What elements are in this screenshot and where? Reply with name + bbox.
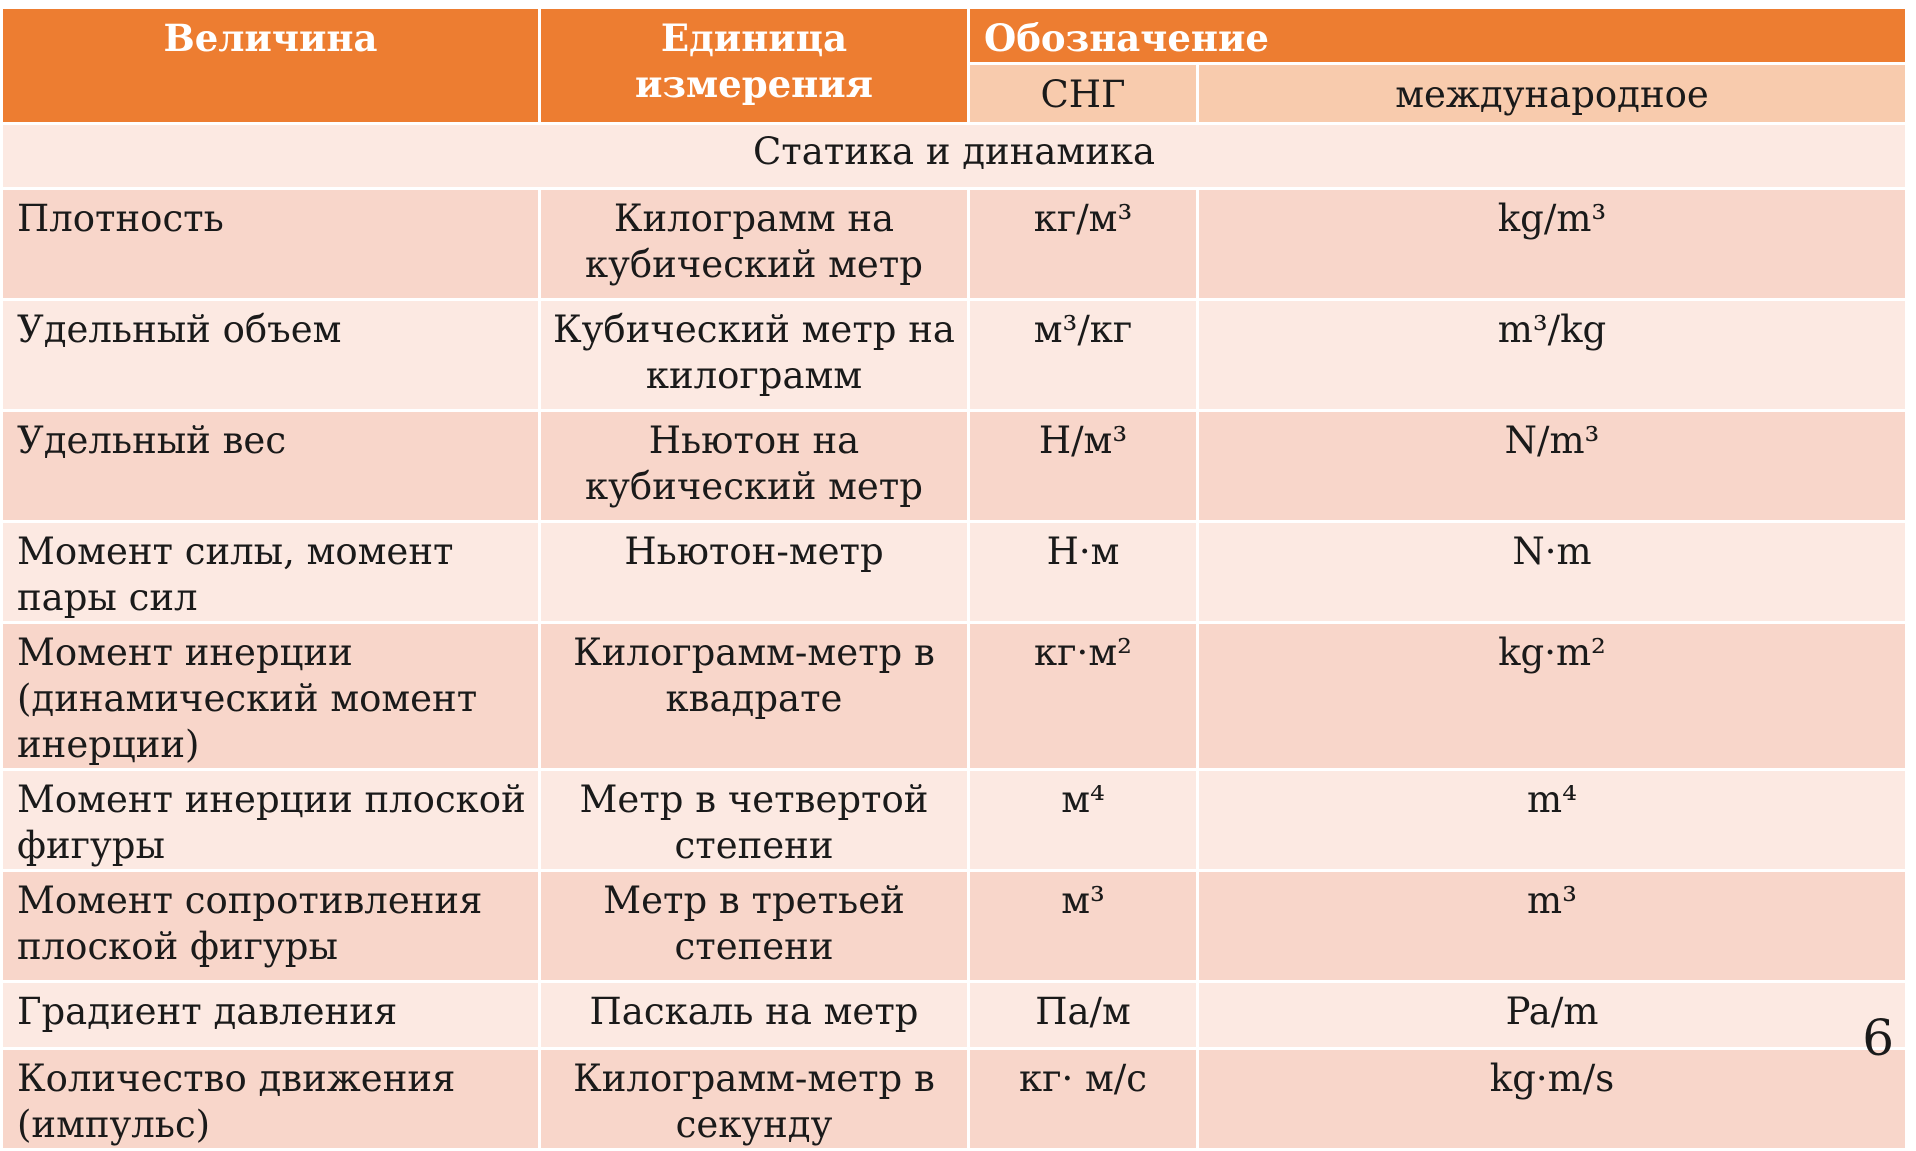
sng-symbol-cell: Н·м	[969, 522, 1198, 623]
intl-symbol-cell: m³	[1198, 871, 1907, 982]
header-international: международное	[1198, 64, 1907, 124]
table-row	[2, 871, 1907, 982]
unit-cell: Ньютон-метр	[540, 522, 969, 623]
intl-symbol-cell: N/m³	[1198, 411, 1907, 522]
quantity-cell: Плотность	[2, 189, 540, 300]
sng-symbol-cell: кг·м²	[969, 623, 1198, 770]
header-quantity: Величина	[2, 8, 540, 124]
sng-symbol-cell: м⁴	[969, 770, 1198, 871]
sng-symbol-cell: кг· м/с	[969, 1049, 1198, 1150]
quantity-cell: Градиент давления	[2, 982, 540, 1049]
section-row	[2, 124, 1907, 189]
table-row	[2, 189, 1907, 300]
quantity-cell: Момент инерции плоской фигуры	[2, 770, 540, 871]
header-symbol: Обозначение	[969, 8, 1907, 64]
quantity-cell: Момент силы, момент пары сил	[2, 522, 540, 623]
unit-cell: Килограмм-метр в квадрате	[540, 623, 969, 770]
quantity-cell: Количество движения (импульс)	[2, 1049, 540, 1150]
intl-symbol-cell: kg/m³	[1198, 189, 1907, 300]
sng-symbol-cell: кг/м³	[969, 189, 1198, 300]
sng-symbol-cell: м³/кг	[969, 300, 1198, 411]
table-row	[2, 411, 1907, 522]
intl-symbol-cell: kg·m/s	[1198, 1049, 1907, 1150]
page-number: 6	[1862, 1009, 1894, 1067]
unit-cell: Паскаль на метр	[540, 982, 969, 1049]
unit-cell: Килограмм на кубический метр	[540, 189, 969, 300]
intl-symbol-cell: kg·m²	[1198, 623, 1907, 770]
table-row	[2, 300, 1907, 411]
intl-symbol-cell: m⁴	[1198, 770, 1907, 871]
header-row	[2, 8, 1907, 64]
table-row	[2, 770, 1907, 871]
quantity-cell: Момент сопротивления плоской фигуры	[2, 871, 540, 982]
unit-cell: Ньютон на кубический метр	[540, 411, 969, 522]
quantity-cell: Удельный вес	[2, 411, 540, 522]
unit-cell: Метр в четвертой степени	[540, 770, 969, 871]
unit-cell: Килограмм-метр в секунду	[540, 1049, 969, 1150]
intl-symbol-cell: Pa/m	[1198, 982, 1907, 1049]
table-row	[2, 1049, 1907, 1150]
sng-symbol-cell: м³	[969, 871, 1198, 982]
quantity-cell: Момент инерции (динамический момент инерции)	[2, 623, 540, 770]
quantity-cell: Удельный объем	[2, 300, 540, 411]
intl-symbol-cell: N·m	[1198, 522, 1907, 623]
sng-symbol-cell: Па/м	[969, 982, 1198, 1049]
section-title: Статика и динамика	[2, 124, 1907, 189]
units-table	[0, 6, 1908, 1151]
sng-symbol-cell: Н/м³	[969, 411, 1198, 522]
table-row	[2, 522, 1907, 623]
table-row	[2, 623, 1907, 770]
intl-symbol-cell: m³/kg	[1198, 300, 1907, 411]
header-sng: СНГ	[969, 64, 1198, 124]
unit-cell: Кубический метр на килограмм	[540, 300, 969, 411]
unit-cell: Метр в третьей степени	[540, 871, 969, 982]
header-unit: Единица измерения	[540, 8, 969, 124]
table-row	[2, 982, 1907, 1049]
